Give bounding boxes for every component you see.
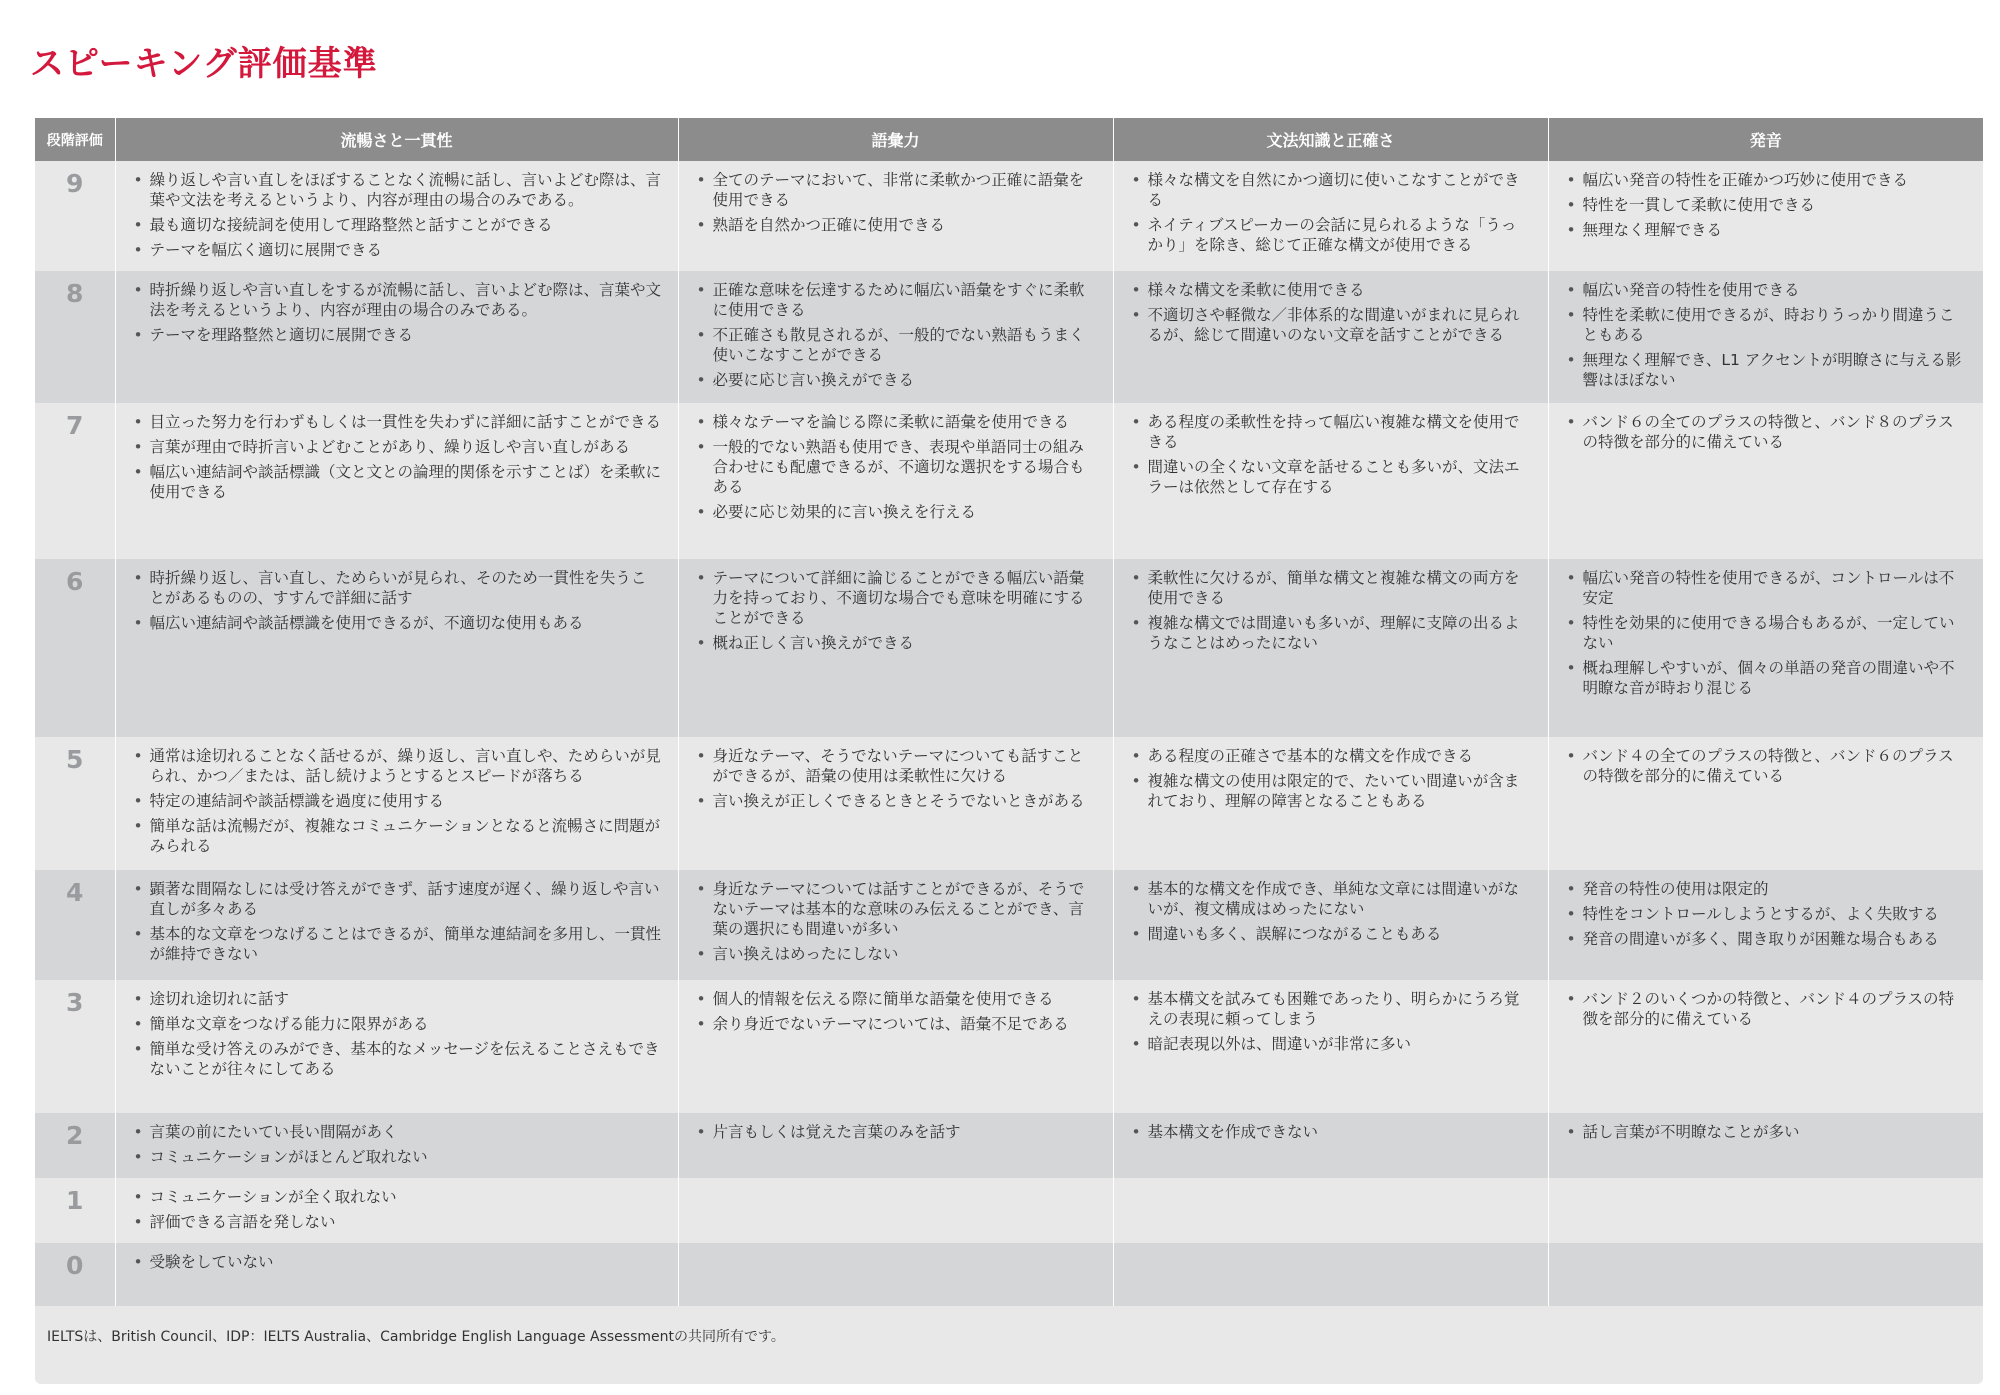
criterion-item: • 簡単な受け答えのみができ、基本的なメッセージを伝えることさえもできないことが往々にしてある xyxy=(132,1039,662,1079)
pronunciation-list xyxy=(1565,170,1968,240)
criterion-item: • テーマについて詳細に論じることができる幅広い語彙力を持っており、不適切な場合でも意味を明確にすることができる xyxy=(695,568,1097,628)
grammar-cell xyxy=(1113,1178,1548,1243)
lexical-cell xyxy=(678,403,1113,559)
band-score: 3 xyxy=(35,980,115,1113)
band-score: 8 xyxy=(35,271,115,403)
criterion-item: • 特定の連結詞や談話標識を過度に使用する xyxy=(132,791,662,811)
grammar-cell xyxy=(1113,559,1548,737)
pronunciation-cell xyxy=(1548,1243,1983,1306)
pronunciation-cell xyxy=(1548,271,1983,403)
criterion-item: • 言い換えはめったにしない xyxy=(695,944,1097,964)
grammar-cell xyxy=(1113,737,1548,870)
footer-note: IELTSは、British Council、IDP：IELTS Australia、Cambridge English Language Assessmentの共同所有です。 xyxy=(47,1329,785,1345)
lexical-list xyxy=(695,989,1097,1034)
criterion-item: • 基本構文を作成できない xyxy=(1130,1122,1532,1142)
fluency-cell xyxy=(115,559,678,737)
band-score: 2 xyxy=(35,1113,115,1178)
grammar-cell xyxy=(1113,1113,1548,1178)
table-row xyxy=(35,271,1983,403)
grammar-list xyxy=(1130,280,1532,345)
criterion-item: • 概ね理解しやすいが、個々の単語の発音の間違いや不明瞭な音が時おり混じる xyxy=(1565,658,1968,698)
criterion-item: • 不適切さや軽微な／非体系的な間違いがまれに見られるが、総じて間違いのない文章を話すことができる xyxy=(1130,305,1532,345)
criterion-item: • 不正確さも散見されるが、一般的でない熟語もうまく使いこなすことができる xyxy=(695,325,1097,365)
grammar-list xyxy=(1130,170,1532,255)
fluency-list xyxy=(132,568,662,633)
pronunciation-list xyxy=(1565,280,1968,390)
fluency-cell xyxy=(115,403,678,559)
pronunciation-list xyxy=(1565,879,1968,949)
criterion-item: • 暗記表現以外は、間違いが非常に多い xyxy=(1130,1034,1532,1054)
table-row xyxy=(35,161,1983,271)
criterion-item: • バンド２のいくつかの特徴と、バンド４のプラスの特徴を部分的に備えている xyxy=(1565,989,1968,1029)
fluency-list xyxy=(132,1252,662,1272)
criterion-item: • 片言もしくは覚えた言葉のみを話す xyxy=(695,1122,1097,1142)
criterion-item: • 繰り返しや言い直しをほぼすることなく流暢に話し、言いよどむ際は、言葉や文法を考えるというより、内容が理由の場合のみである。 xyxy=(132,170,662,210)
criterion-item: • ネイティブスピーカーの会話に見られるような「うっかり」を除き、総じて正確な構文が使用できる xyxy=(1130,215,1532,255)
pronunciation-cell xyxy=(1548,870,1983,980)
criterion-item: • 一般的でない熟語も使用でき、表現や単語同士の組み合わせにも配慮できるが、不適切な選択をする場合もある xyxy=(695,437,1097,497)
criterion-item: • 間違いの全くない文章を話せることも多いが、文法エラーは依然として存在する xyxy=(1130,457,1532,497)
criterion-item: • 簡単な文章をつなげる能力に限界がある xyxy=(132,1014,662,1034)
criterion-item: • テーマを理路整然と適切に展開できる xyxy=(132,325,662,345)
criterion-item: • 時折繰り返し、言い直し、ためらいが見られ、そのため一貫性を失うことがあるものの、すすんで詳細に話す xyxy=(132,568,662,608)
fluency-cell xyxy=(115,1113,678,1178)
grammar-list xyxy=(1130,746,1532,811)
grammar-cell xyxy=(1113,271,1548,403)
criterion-item: • 言い換えが正しくできるときとそうでないときがある xyxy=(695,791,1097,811)
criterion-item: • ある程度の正確さで基本的な構文を作成できる xyxy=(1130,746,1532,766)
lexical-cell xyxy=(678,1243,1113,1306)
lexical-cell xyxy=(678,870,1113,980)
pronunciation-cell xyxy=(1548,737,1983,870)
fluency-list xyxy=(132,170,662,260)
lexical-list xyxy=(695,280,1097,390)
header-pronunciation: 発音 xyxy=(1548,118,1983,161)
criterion-item: • 目立った努力を行わずもしくは一貫性を失わずに詳細に話すことができる xyxy=(132,412,662,432)
band-score: 4 xyxy=(35,870,115,980)
header-lexical: 語彙力 xyxy=(678,118,1113,161)
lexical-cell xyxy=(678,161,1113,271)
criterion-item: • 発音の特性の使用は限定的 xyxy=(1565,879,1968,899)
criterion-item: • 概ね正しく言い換えができる xyxy=(695,633,1097,653)
fluency-cell xyxy=(115,161,678,271)
table-row xyxy=(35,1243,1983,1306)
band-score: 1 xyxy=(35,1178,115,1243)
criterion-item: • 基本構文を試みても困難であったり、明らかにうろ覚えの表現に頼ってしまう xyxy=(1130,989,1532,1029)
criterion-item: • 無理なく理解でき、L1 アクセントが明瞭さに与える影響はほぼない xyxy=(1565,350,1968,390)
grammar-cell xyxy=(1113,403,1548,559)
table-row xyxy=(35,1178,1983,1243)
criterion-item: • 無理なく理解できる xyxy=(1565,220,1968,240)
band-score: 7 xyxy=(35,403,115,559)
grammar-list xyxy=(1130,412,1532,497)
table-row xyxy=(35,1113,1983,1178)
criterion-item: • 評価できる言語を発しない xyxy=(132,1212,662,1232)
grammar-cell xyxy=(1113,161,1548,271)
criterion-item: • 特性をコントロールしようとするが、よく失敗する xyxy=(1565,904,1968,924)
fluency-cell xyxy=(115,870,678,980)
table-row xyxy=(35,559,1983,737)
speaking-criteria-table xyxy=(35,118,1983,1306)
criterion-item: • 幅広い連結詞や談話標識（文と文との論理的関係を示すことば）を柔軟に使用できる xyxy=(132,462,662,502)
fluency-list xyxy=(132,989,662,1079)
fluency-list xyxy=(132,1122,662,1167)
criterion-item: • 顕著な間隔なしには受け答えができず、話す速度が遅く、繰り返しや言い直しが多々ある xyxy=(132,879,662,919)
pronunciation-cell xyxy=(1548,559,1983,737)
criterion-item: • 簡単な話は流暢だが、複雑なコミュニケーションとなると流暢さに問題がみられる xyxy=(132,816,662,856)
criterion-item: • 身近なテーマ、そうでないテーマについても話すことができるが、語彙の使用は柔軟性に欠ける xyxy=(695,746,1097,786)
grammar-list xyxy=(1130,879,1532,944)
criterion-item: • 個人的情報を伝える際に簡単な語彙を使用できる xyxy=(695,989,1097,1009)
criterion-item: • 受験をしていない xyxy=(132,1252,662,1272)
fluency-list xyxy=(132,280,662,345)
criterion-item: • ある程度の柔軟性を持って幅広い複雑な構文を使用できる xyxy=(1130,412,1532,452)
grammar-list xyxy=(1130,1122,1532,1142)
footer xyxy=(35,1306,1983,1384)
criterion-item: • コミュニケーションが全く取れない xyxy=(132,1187,662,1207)
header-grammar: 文法知識と正確さ xyxy=(1113,118,1548,161)
lexical-list xyxy=(695,746,1097,811)
grammar-cell xyxy=(1113,980,1548,1113)
header-band: 段階評価 xyxy=(35,118,115,161)
lexical-list xyxy=(695,412,1097,522)
fluency-cell xyxy=(115,1178,678,1243)
grammar-cell xyxy=(1113,870,1548,980)
page-title: スピーキング評価基準 xyxy=(30,44,378,84)
pronunciation-list xyxy=(1565,989,1968,1029)
criterion-item: • 特性を柔軟に使用できるが、時おりうっかり間違うこともある xyxy=(1565,305,1968,345)
grammar-list xyxy=(1130,568,1532,653)
criterion-item: • 幅広い発音の特性を使用できるが、コントロールは不安定 xyxy=(1565,568,1968,608)
pronunciation-cell xyxy=(1548,161,1983,271)
lexical-list xyxy=(695,568,1097,653)
criterion-item: • 幅広い連結詞や談話標識を使用できるが、不適切な使用もある xyxy=(132,613,662,633)
fluency-cell xyxy=(115,737,678,870)
fluency-list xyxy=(132,412,662,502)
table-row xyxy=(35,870,1983,980)
band-score: 5 xyxy=(35,737,115,870)
criterion-item: • 言葉の前にたいてい長い間隔があく xyxy=(132,1122,662,1142)
criterion-item: • 複雑な構文の使用は限定的で、たいてい間違いが含まれており、理解の障害となることもある xyxy=(1130,771,1532,811)
pronunciation-cell xyxy=(1548,1178,1983,1243)
pronunciation-cell xyxy=(1548,403,1983,559)
criterion-item: • 複雑な構文では間違いも多いが、理解に支障の出るようなことはめったにない xyxy=(1130,613,1532,653)
criterion-item: • 基本的な構文を作成でき、単純な文章には間違いがないが、複文構成はめったにない xyxy=(1130,879,1532,919)
criterion-item: • バンド４の全てのプラスの特徴と、バンド６のプラスの特徴を部分的に備えている xyxy=(1565,746,1968,786)
lexical-list xyxy=(695,1122,1097,1142)
lexical-list xyxy=(695,170,1097,235)
pronunciation-cell xyxy=(1548,980,1983,1113)
criterion-item: • 様々な構文を自然にかつ適切に使いこなすことができる xyxy=(1130,170,1532,210)
pronunciation-list xyxy=(1565,412,1968,452)
criterion-item: • テーマを幅広く適切に展開できる xyxy=(132,240,662,260)
criterion-item: • 様々なテーマを論じる際に柔軟に語彙を使用できる xyxy=(695,412,1097,432)
criterion-item: • 幅広い発音の特性を正確かつ巧妙に使用できる xyxy=(1565,170,1968,190)
criterion-item: • バンド６の全てのプラスの特徴と、バンド８のプラスの特徴を部分的に備えている xyxy=(1565,412,1968,452)
fluency-list xyxy=(132,1187,662,1232)
criterion-item: • 幅広い発音の特性を使用できる xyxy=(1565,280,1968,300)
criterion-item: • 最も適切な接続詞を使用して理路整然と話すことができる xyxy=(132,215,662,235)
lexical-list xyxy=(695,879,1097,964)
fluency-cell xyxy=(115,1243,678,1306)
lexical-cell xyxy=(678,559,1113,737)
fluency-cell xyxy=(115,271,678,403)
criterion-item: • 間違いも多く、誤解につながることもある xyxy=(1130,924,1532,944)
lexical-cell xyxy=(678,1113,1113,1178)
pronunciation-list xyxy=(1565,568,1968,698)
criterion-item: • 発音の間違いが多く、聞き取りが困難な場合もある xyxy=(1565,929,1968,949)
criterion-item: • 通常は途切れることなく話せるが、繰り返し、言い直しや、ためらいが見られ、かつ／または、話し続けようとするとスピードが落ちる xyxy=(132,746,662,786)
pronunciation-list xyxy=(1565,746,1968,786)
table-row xyxy=(35,980,1983,1113)
pronunciation-cell xyxy=(1548,1113,1983,1178)
criterion-item: • 全てのテーマにおいて、非常に柔軟かつ正確に語彙を使用できる xyxy=(695,170,1097,210)
criterion-item: • コミュニケーションがほとんど取れない xyxy=(132,1147,662,1167)
band-score: 9 xyxy=(35,161,115,271)
criterion-item: • 特性を一貫して柔軟に使用できる xyxy=(1565,195,1968,215)
criterion-item: • 様々な構文を柔軟に使用できる xyxy=(1130,280,1532,300)
lexical-cell xyxy=(678,980,1113,1113)
criterion-item: • 時折繰り返しや言い直しをするが流暢に話し、言いよどむ際は、言葉や文法を考えるというより、内容が理由の場合のみである。 xyxy=(132,280,662,320)
header-fluency: 流暢さと一貫性 xyxy=(115,118,678,161)
table-row xyxy=(35,403,1983,559)
criterion-item: • 途切れ途切れに話す xyxy=(132,989,662,1009)
grammar-list xyxy=(1130,989,1532,1054)
criterion-item: • 柔軟性に欠けるが、簡単な構文と複雑な構文の両方を使用できる xyxy=(1130,568,1532,608)
criterion-item: • 熟語を自然かつ正確に使用できる xyxy=(695,215,1097,235)
criterion-item: • 正確な意味を伝達するために幅広い語彙をすぐに柔軟に使用できる xyxy=(695,280,1097,320)
criterion-item: • 基本的な文章をつなげることはできるが、簡単な連結詞を多用し、一貫性が維持できない xyxy=(132,924,662,964)
lexical-cell xyxy=(678,1178,1113,1243)
band-score: 0 xyxy=(35,1243,115,1306)
fluency-list xyxy=(132,879,662,964)
table-body xyxy=(35,161,1983,1306)
table-header-row xyxy=(35,118,1983,161)
pronunciation-list xyxy=(1565,1122,1968,1142)
fluency-cell xyxy=(115,980,678,1113)
band-score: 6 xyxy=(35,559,115,737)
lexical-cell xyxy=(678,271,1113,403)
criterion-item: • 特性を効果的に使用できる場合もあるが、一定していない xyxy=(1565,613,1968,653)
lexical-cell xyxy=(678,737,1113,870)
criterion-item: • 必要に応じ言い換えができる xyxy=(695,370,1097,390)
criterion-item: • 話し言葉が不明瞭なことが多い xyxy=(1565,1122,1968,1142)
criterion-item: • 必要に応じ効果的に言い換えを行える xyxy=(695,502,1097,522)
table-row xyxy=(35,737,1983,870)
criterion-item: • 身近なテーマについては話すことができるが、そうでないテーマは基本的な意味のみ伝えることができ、言葉の選択にも間違いが多い xyxy=(695,879,1097,939)
grammar-cell xyxy=(1113,1243,1548,1306)
fluency-list xyxy=(132,746,662,856)
criterion-item: • 言葉が理由で時折言いよどむことがあり、繰り返しや言い直しがある xyxy=(132,437,662,457)
criterion-item: • 余り身近でないテーマについては、語彙不足である xyxy=(695,1014,1097,1034)
